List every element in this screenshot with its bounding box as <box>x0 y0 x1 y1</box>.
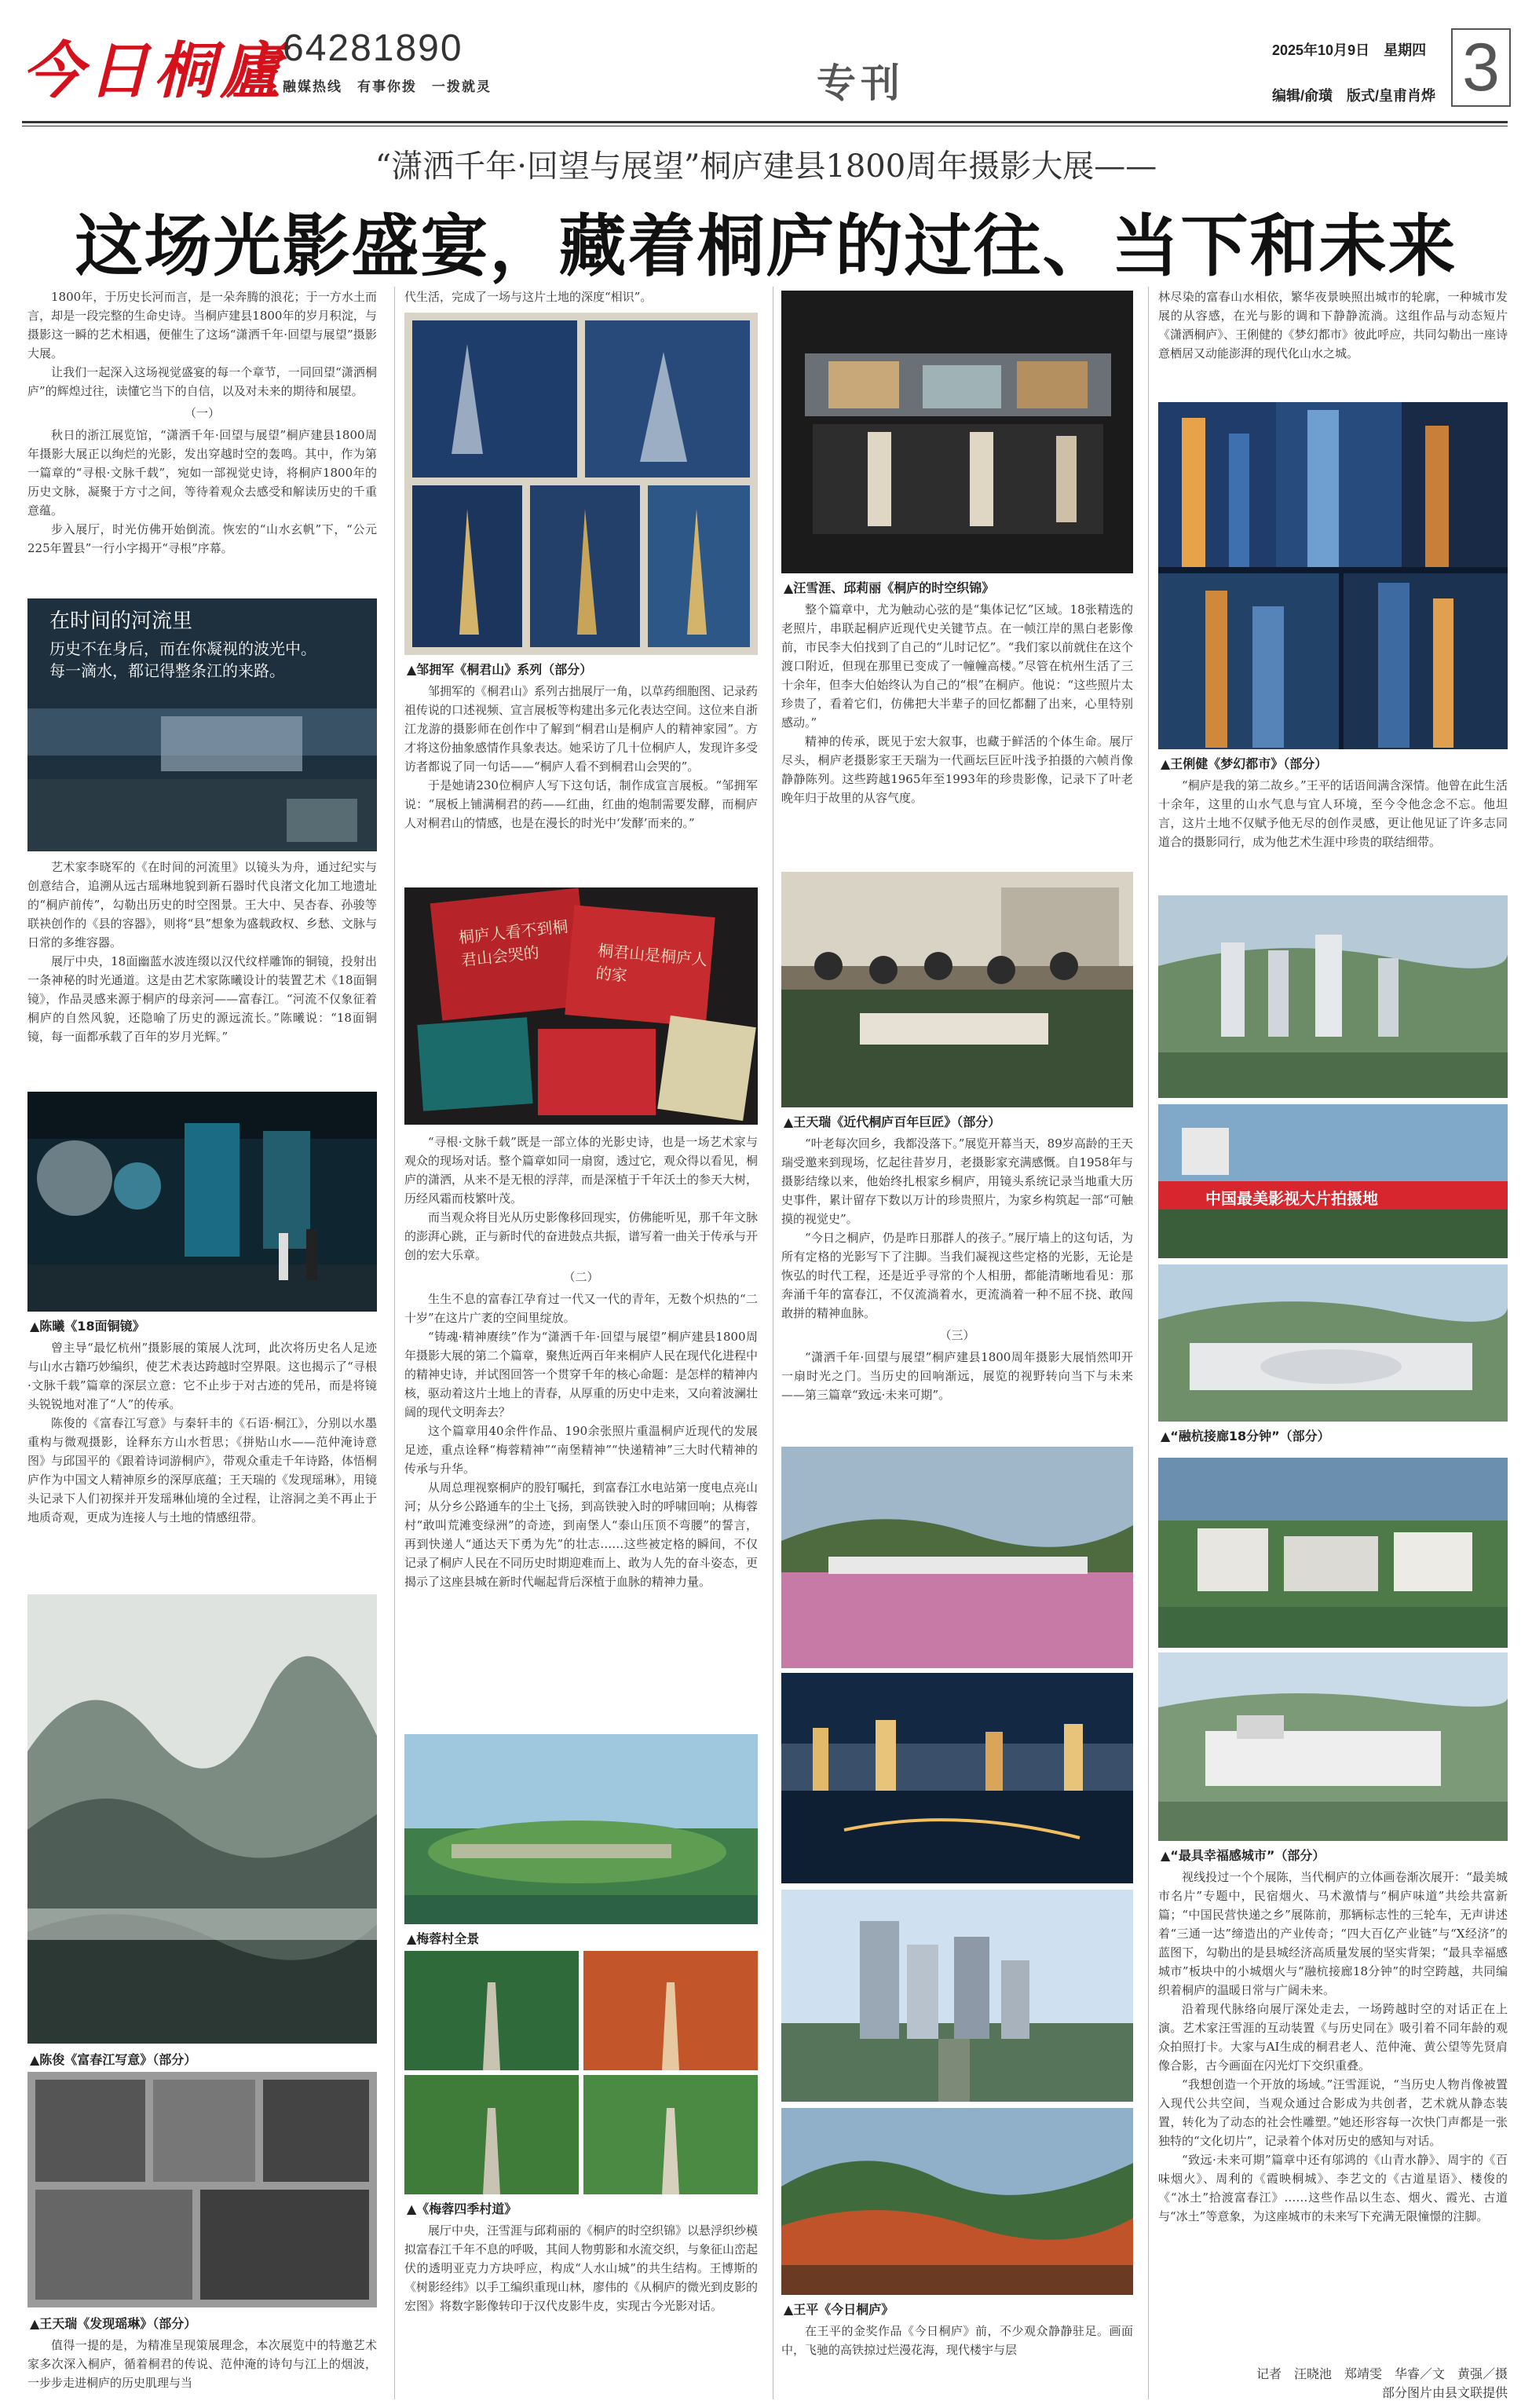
dream-city-image <box>1158 402 1508 749</box>
column-3-end <box>781 2322 1133 2400</box>
declaration-card-text: 桐庐人看不到桐君山会哭的 <box>457 917 569 970</box>
campus-aerial-image <box>1158 1458 1508 1648</box>
column-divider <box>1148 287 1149 2399</box>
paragraph: “寻根·文脉千载”既是一部立体的光影史诗，也是一场艺术家与观众的现场对话。整个篇章如同一扇窗，透过它，观众得以看见，桐庐的潇洒，从来不是无根的浮萍，而是深植于千年沃土的参天大树，历经风霜而枝繁叶茂。 <box>404 1135 759 1206</box>
masthead-rule <box>22 121 1508 123</box>
night-city-image <box>781 1673 1133 1883</box>
exhibit-wall-line: 历史不在身后，而在你凝视的波光中。 <box>49 639 316 658</box>
photo-caption: ▲王天瑞《近代桐庐百年巨匠》（部分） <box>784 1114 1001 1129</box>
photo-18-mirrors <box>27 1092 377 1312</box>
photo-four-seasons <box>404 1951 758 2194</box>
paragraph: 曾主导“最忆杭州”摄影展的策展人沈珂，此次将历史名人足迹与山水古籍巧妙编织，使艺术表达跨越时空界限。这也揭示了“寻根·文脉千载”篇章的深层立意：它不止步于对古迹的凭吊，而是将镜头锐锐地对准了“人”的传承。 <box>27 1341 377 1411</box>
red-cards-image <box>404 887 758 1125</box>
photo-industrial-park <box>1158 1264 1508 1422</box>
photo-city-skyline <box>781 1890 1133 2102</box>
paragraph: 而当观众将目光从历史影像移回现实，仿佛能听见，那千年文脉的澎湃心跳，正与新时代的奋进鼓点共振，谱写着一曲关于传承与开创的宏大乐章。 <box>404 1210 759 1262</box>
photo-meirong-village <box>404 1734 758 1924</box>
train-flower-field-image <box>781 1447 1133 1668</box>
photo-film-base <box>1158 1104 1508 1258</box>
paragraph: 视线投过一个个展陈，当代桐庐的立体画卷渐次展开：“最美城市名片”专题中，民宿烟火、马术激情与“桐庐味道”共绘共富新篇；“中国民营快递之乡”展陈前，那辆标志性的三轮车，无声讲述着“三通一达”缔造出的产业传奇；“四大百亿产业链”与“X经济”的蓝图下，勾勒出的是县城经济高质量发展的坚实背架；“最具幸福感城市”板块中的小城烟火与“融杭接廊18分钟”的时空跨越，共同编织着桐庐的温暖日常与广阔未来。 <box>1158 1870 1508 1997</box>
paragraph: 在王平的金奖作品《今日桐庐》前，不少观众静静驻足。画面中，飞驰的高铁掠过烂漫花海，现代楼宇与层 <box>781 2324 1133 2357</box>
photo-campus <box>1158 1458 1508 1648</box>
photo-time-river <box>27 598 377 851</box>
film-base-banner: 中国最美影视大片拍摄地 <box>1205 1189 1378 1208</box>
photo-new-town <box>1158 895 1508 1098</box>
column-3-top <box>781 600 1133 807</box>
photo-caption: ▲王平《今日桐庐》 <box>784 2302 894 2317</box>
photo-declaration-cards <box>404 887 758 1125</box>
paragraph: 艺术家李晓军的《在时间的河流里》以镜头为舟，通过纪实与创意结合，追溯从远古瑶琳地貌到新石器时代良渚文化加工地遗址的“桐庐前传”，勾勒出历史的时空图景。王大中、吴杏春、孙骏等联袂创作的《县的容器》，则将“县”想象为盛载政权、乡愁、文脉与日常的多维容器。 <box>27 860 377 950</box>
photo-caption: ▲汪雪涯、邱莉丽《桐庐的时空织锦》 <box>784 580 995 595</box>
mirror-installation-image <box>27 1092 377 1312</box>
film-base-image <box>1158 1104 1508 1258</box>
paragraph: 秋日的浙江展览馆，“潇洒千年·回望与展望”桐庐建县1800周年摄影大展正以绚烂的光影，发出穿越时空的轰鸣。其中，作为第一篇章的“寻根·文脉千载”，宛如一部视觉史诗，将桐庐1800年的历史文脉，凝聚于方寸之间，等待着观众去感受和解读历史的千重意蕴。 <box>27 428 377 518</box>
hotline-slogan: 融媒热线 有事你拨 一拨就灵 <box>283 79 492 94</box>
paragraph: 精神的传承，既见于宏大叙事，也藏于鲜活的个体生命。展厅尽头，桐庐老摄影家王天瑞为一代画坛巨匠叶浅予拍摄的六帧肖像静静陈列。这些跨越1965年至1993年的珍贵影像，记录下了叶老晚年归于故里的从容气度。 <box>781 734 1133 805</box>
column-4-lower <box>1158 1868 1508 2226</box>
paragraph: 生生不息的富春江孕育过一代又一代的青年，无数个炽热的“二十岁”在这片广袤的空间里绽放。 <box>404 1292 758 1325</box>
photo-caption: ▲“最具幸福感城市”（部分） <box>1161 1848 1325 1863</box>
hospital-aerial-image <box>1158 1652 1508 1841</box>
industrial-park-image <box>1158 1264 1508 1422</box>
photo-caption: ▲梅蓉村全景 <box>407 1931 480 1946</box>
skyline-image <box>781 1890 1133 2102</box>
photo-yaolin <box>27 2072 377 2307</box>
exhibit-wall-title: 在时间的河流里 <box>49 609 193 633</box>
column-3-mid <box>781 1134 1133 1404</box>
paragraph: 步入展厅，时光仿佛开始倒流。恢宏的“山水玄帆”下，“公元225年置县”一行小字揭开“寻根”序幕。 <box>27 522 377 555</box>
column-1-lower <box>27 1338 377 1527</box>
photo-caption: ▲王天瑞《发现瑶琳》（部分） <box>30 2316 197 2331</box>
editor-credits: 编辑/俞璜 版式/皇甫肖烨 <box>1272 88 1436 104</box>
paragraph: “潇洒千年·回望与展望”桐庐建县1800周年摄影大展悄然叩开一扇时光之门。当历史的回响渐远，展览的视野转向当下与未来——第三篇章“致远·未来可期”。 <box>781 1350 1134 1402</box>
section-heading: （一） <box>184 406 220 420</box>
author-byline: 记者 汪晓池 郑靖雯 华睿／文 黄强／摄 <box>1256 2366 1508 2381</box>
paragraph: 展厅中央，18面幽蓝水波连缀以汉代纹样雕饰的铜镜，投射出一条神秘的时光通道。这是由艺术家陈曦设计的装置艺术《18面铜镜》，作品灵感来源于桐庐的母亲河——富春江。“河流不仅象征着桐庐的自然风貌，还隐喻了历史的源远流长。”陈曦说：“18面铜镜，每一面都承载了百年的岁月光辉。” <box>27 954 377 1044</box>
paragraph: 值得一提的是，为精准呈现策展理念，本次展览中的特邀艺术家多次深入桐庐，循着桐君的传说、范仲淹的诗句与江上的烟波，一步步走进桐庐的历史肌理与当 <box>27 2338 377 2390</box>
column-2-mid <box>404 682 758 833</box>
photo-hospital <box>1158 1652 1508 1841</box>
column-1-top <box>27 287 377 558</box>
photo-time-weave <box>781 291 1133 573</box>
declaration-card-text: 桐君山是桐庐人的家 <box>594 940 708 986</box>
photo-city-night <box>781 1673 1133 1883</box>
paragraph: “致远·未来可期”篇章中还有邬鸿的《山青水静》、周宇的《百味烟火》、周利的《霞映桐城》、李艺文的《古道星语》、楼俊的《“冰土”拾渡富春江》……这些作品以生态、烟火、霞光、古道与“冰土”等意象，为这座城市的未来写下充满无限憧憬的注脚。 <box>1158 2153 1508 2223</box>
photo-credit: 部分图片由县文联提供 <box>1381 2385 1508 2400</box>
photo-fuchun-river <box>27 1594 377 2044</box>
paragraph: “桐庐是我的第二故乡。”王平的话语间满含深情。他曾在此生活十余年，这里的山水气息与宜人环境，至今令他念念不忘。他坦言，这片土地不仅赋予他无尽的创作灵感，更让他见证了许多志同道合的摄影同行，成为他艺术生涯中珍贵的联结细带。 <box>1158 778 1508 849</box>
paragraph: 陈俊的《富春江写意》与秦轩丰的《石语·桐江》，分别以水墨重构与微观摄影，诠释东方山水哲思；《拼贴山水——范仲淹诗意图》与邱国平的《跟着诗词游桐庐》，带观众重走千年诗路，体悟桐庐作为中国文人精神原乡的深厚底蕴；王天瑞的《发现瑶琳》，用镜头记录下人们初探并开发瑶琳仙境的全过程，让溶洞之美不再止于地质奇观，更成为连接人与土地的情感纽带。 <box>27 1416 377 1524</box>
paragraph: 邹拥军的《桐君山》系列古拙展厅一角，以草药细胞图、记录药祖传说的口述视频、宣言展板等构建出多元化表达空间。这位来自浙江龙游的摄影师在创作中了解到“桐君山是桐庐人的精神家园”。方才将这份抽象感情作具象表达。她采访了几十位桐庐人，发现许多受访者都说了同一句话——“桐庐人看不到桐君山会哭的”。 <box>404 684 759 774</box>
photo-caption: ▲邹拥军《桐君山》系列（部分） <box>407 662 593 677</box>
paragraph: 于是她请230位桐庐人写下这句话，制作成宣言展板。“邹拥军说：“展板上铺满桐君的药——红曲，红曲的炮制需要发酵，而桐庐人对桐君山的情感，也是在漫长的时光中‘发酵’而来的。” <box>404 778 758 830</box>
article-subtitle: “潇洒千年·回望与展望”桐庐建县1800周年摄影大展—— <box>375 148 1157 185</box>
paragraph: “叶老每次回乡，我都没落下。”展览开幕当天，89岁高龄的王天瑞受邀来到现场，忆起往昔岁月，老摄影家充满感慨。自1958年与摄影结缘以来，他始终扎根家乡桐庐，用镜头系统记录当地重大历史事件，累计留存下数以万计的珍贵照片，为家乡构筑起一部“可触摸的视觉史”。 <box>781 1136 1133 1226</box>
paragraph: 这个篇章用40余件作品、190余张照片重温桐庐近现代的发展足迹，重点诠释“梅蓉精神”“南堡精神”“快递精神”三大时代精神的传承与升华。 <box>404 1424 758 1476</box>
photo-caption: ▲《梅蓉四季村道》 <box>407 2201 517 2216</box>
newspaper-logo: 今日桐廬 <box>22 35 287 107</box>
column-1-end <box>27 2336 377 2399</box>
column-4-mid <box>1158 776 1508 851</box>
article-headline: 这场光影盛宴，藏着桐庐的过往、当下和未来 <box>75 207 1457 286</box>
paragraph: 林尽染的富春山水相依，繁华夜景映照出城市的轮廓，一种城市发展的从容感，在光与影的调和下静静流淌。这组作品与动态短片《潇洒桐庐》、王俐健的《梦幻都市》彼此呼应，共同勾勒出一座诗意栖居又动能澎湃的现代化山水之城。 <box>1158 290 1508 360</box>
photo-caption: ▲陈曦《18面铜镜》 <box>30 1319 145 1334</box>
photo-master-portraits <box>781 872 1133 1107</box>
paragraph: 1800年，于历史长河而言，是一朵奔腾的浪花；于一方水土而言，却是一段完整的生命史诗。当桐庐建县1800年的岁月积淀，与摄影这一瞬的艺术相遇，便催生了这场“潇洒千年·回望与展望”摄影大展。 <box>27 290 377 360</box>
section-heading: （二） <box>563 1270 599 1284</box>
photo-autumn-forest <box>781 2108 1133 2295</box>
column-4-top <box>1158 287 1508 363</box>
photo-caption: ▲“融杭接廊18分钟”（部分） <box>1161 1429 1330 1444</box>
paragraph: 从周总理视察桐庐的股钉嘱托，到富春江水电站第一度电点亮山河；从分乡公路通车的尘土飞扬，到高铁驶入时的呼啸回响；从梅蓉村“敢叫荒滩变绿洲”的奇迹，到南堡人“泰山压顶不弯腰”的誓言，再到快递人“通达天下勇为先”的壮志……这些被定格的瞬间，不仅记录了桐庐人民在不同历史时期迎难而上、敢为人先的奋斗姿态，更揭示了这座县城在新时代崛起背后深植于血脉的精神力量。 <box>404 1480 759 1589</box>
column-2-end <box>404 2221 758 2400</box>
weave-installation-image <box>781 291 1133 573</box>
photo-high-speed-rail <box>781 1447 1133 1668</box>
column-1-mid <box>27 858 377 1046</box>
paragraph: “今日之桐庐，仍是昨日那群人的孩子。”展厅墙上的这句话，为所有定格的光影写下了注脚。当我们凝视这些定格的光影，无论是恢弘的时代工程，还是近乎寻常的个人相册，都能清晰地看见：那奔涌千年的富春江，不仅流淌着水，更流淌着一种不屈不挠、敢闯敢拼的精神血脉。 <box>781 1231 1133 1320</box>
paragraph: 展厅中央，汪雪涯与邱莉丽的《桐庐的时空织锦》以悬浮织纱模拟富春江千年不息的呼吸，其间人物剪影和水流交织，与象征山峦起伏的透明亚克力方块呼应，构成“人水山城”的共生结构。王博斯的《树影经纬》以手工编织重现山林，廖伟的《从桐庐的微光到皮影的宏图》将数字影像转印于汉代皮影牛皮，实现古今光影对话。 <box>404 2223 758 2313</box>
paragraph: 沿着现代脉络向展厅深处走去，一场跨越时空的对话正在上演。艺术家汪雪涯的互动装置《与历史同在》吸引着不同年龄的观众拍照打卡。大家与AI生成的桐君老人、范仲淹、黄公望等先贤肩像合影，古今画面在闪光灯下交织重叠。 <box>1158 2002 1508 2073</box>
hotline-number: 64281890 <box>283 27 463 69</box>
paragraph: 让我们一起深入这场视觉盛宴的每一个章节，一同回望“潇洒桐庐”的辉煌过往，读懂它当下的自信，以及对未来的期待和展望。 <box>27 365 377 398</box>
column-2-lower <box>404 1133 758 1591</box>
column-divider <box>394 287 395 2399</box>
village-aerial-image <box>404 1734 758 1924</box>
new-town-aerial-image <box>1158 895 1508 1098</box>
ink-landscape-image <box>27 1594 377 2044</box>
column-2-top <box>404 287 758 306</box>
section-title: 专刊 <box>817 61 905 105</box>
photo-caption: ▲陈俊《富春江写意》（部分） <box>30 2052 197 2067</box>
paragraph: 代生活，完成了一场与这片土地的深度“相识”。 <box>404 290 653 304</box>
tree-road-image <box>404 1951 758 2194</box>
yaolin-archive-image <box>27 2072 377 2307</box>
page-number: 3 <box>1451 28 1511 107</box>
paragraph: “铸魂·精神赓续”作为“潇洒千年·回望与展望”桐庐建县1800周年摄影大展的第二个篇章，聚焦近两百年来桐庐人民在现代化进程中的精神史诗，并试图回答一个贯穿千年的核心命题：是怎样的精神内核，驱动着这片土地上的青春，从厚重的历史中走来，又向着波澜壮阔的现代文明奔去？ <box>404 1330 759 1419</box>
photo-tongjun-herbs <box>404 313 758 655</box>
paragraph: 整个篇章中，尤为触动心弦的是“集体记忆”区域。18张精选的老照片，串联起桐庐近现代史关键节点。在一帧江岸的黑白老影像前，市民李大伯找到了自己的“儿时记忆”。“我们家以前就住在这个渡口附近，但现在那里已变成了一幢幢高楼。”尽管在杭州生活了三十余年，但李大伯始终认为自己的“根”在桐庐。他说：“这些照片太珍贵了，看着它们，仿佛把大半辈子的回忆都翻了出来，心里特别感动。” <box>781 602 1133 730</box>
herb-cyanotype-image <box>404 313 758 655</box>
historic-meeting-image <box>781 872 1133 1107</box>
exhibit-wall-line: 每一滴水，都记得整条江的来路。 <box>49 661 285 680</box>
photo-dream-city <box>1158 402 1508 749</box>
section-heading: （三） <box>939 1328 975 1342</box>
photo-caption: ▲王俐健《梦幻都市》（部分） <box>1161 756 1328 771</box>
autumn-hills-image <box>781 2108 1133 2295</box>
issue-date: 2025年10月9日 星期四 <box>1272 42 1427 58</box>
paragraph: “我想创造一个开放的场域。”汪雪涯说，“当历史人物肖像被置入现代公共空间，当观众通过合影成为共创者，艺术就从静态装置，转化为了动态的社会性雕塑。”她还形容每一次快门声都是一张独特的“文化切片”，记录着个体对历史的感知与对话。 <box>1158 2077 1508 2148</box>
